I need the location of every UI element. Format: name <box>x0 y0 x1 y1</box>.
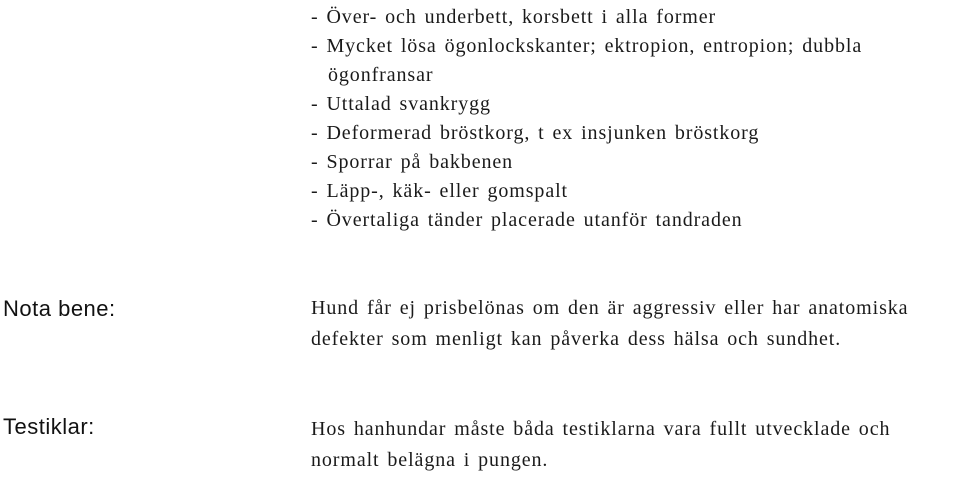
list-item: - Över- och underbett, korsbett i alla former <box>311 6 717 28</box>
nota-bene-text-line: Hund får ej prisbelönas om den är aggressiv eller har anatomiska <box>311 297 909 319</box>
list-item: - Uttalad svankrygg <box>311 93 491 115</box>
list-item: - Mycket lösa ögonlockskanter; ektropion, entropion; dubbla <box>311 35 863 57</box>
list-item: - Läpp-, käk- eller gomspalt <box>311 180 569 202</box>
list-item: - Deformerad bröstkorg, t ex insjunken bröstkorg <box>311 122 760 144</box>
list-item: - Övertaliga tänder placerade utanför tandraden <box>311 209 743 231</box>
nota-bene-label: Nota bene: <box>3 296 116 321</box>
testiklar-text-line: Hos hanhundar måste båda testiklarna vara fullt utvecklade och <box>311 418 891 440</box>
list-item-continuation: ögonfransar <box>328 64 434 86</box>
testiklar-label: Testiklar: <box>3 414 95 439</box>
testiklar-text-line: normalt belägna i pungen. <box>311 449 549 471</box>
list-item: - Sporrar på bakbenen <box>311 151 514 173</box>
nota-bene-text-line: defekter som menligt kan påverka dess hälsa och sundhet. <box>311 328 842 350</box>
